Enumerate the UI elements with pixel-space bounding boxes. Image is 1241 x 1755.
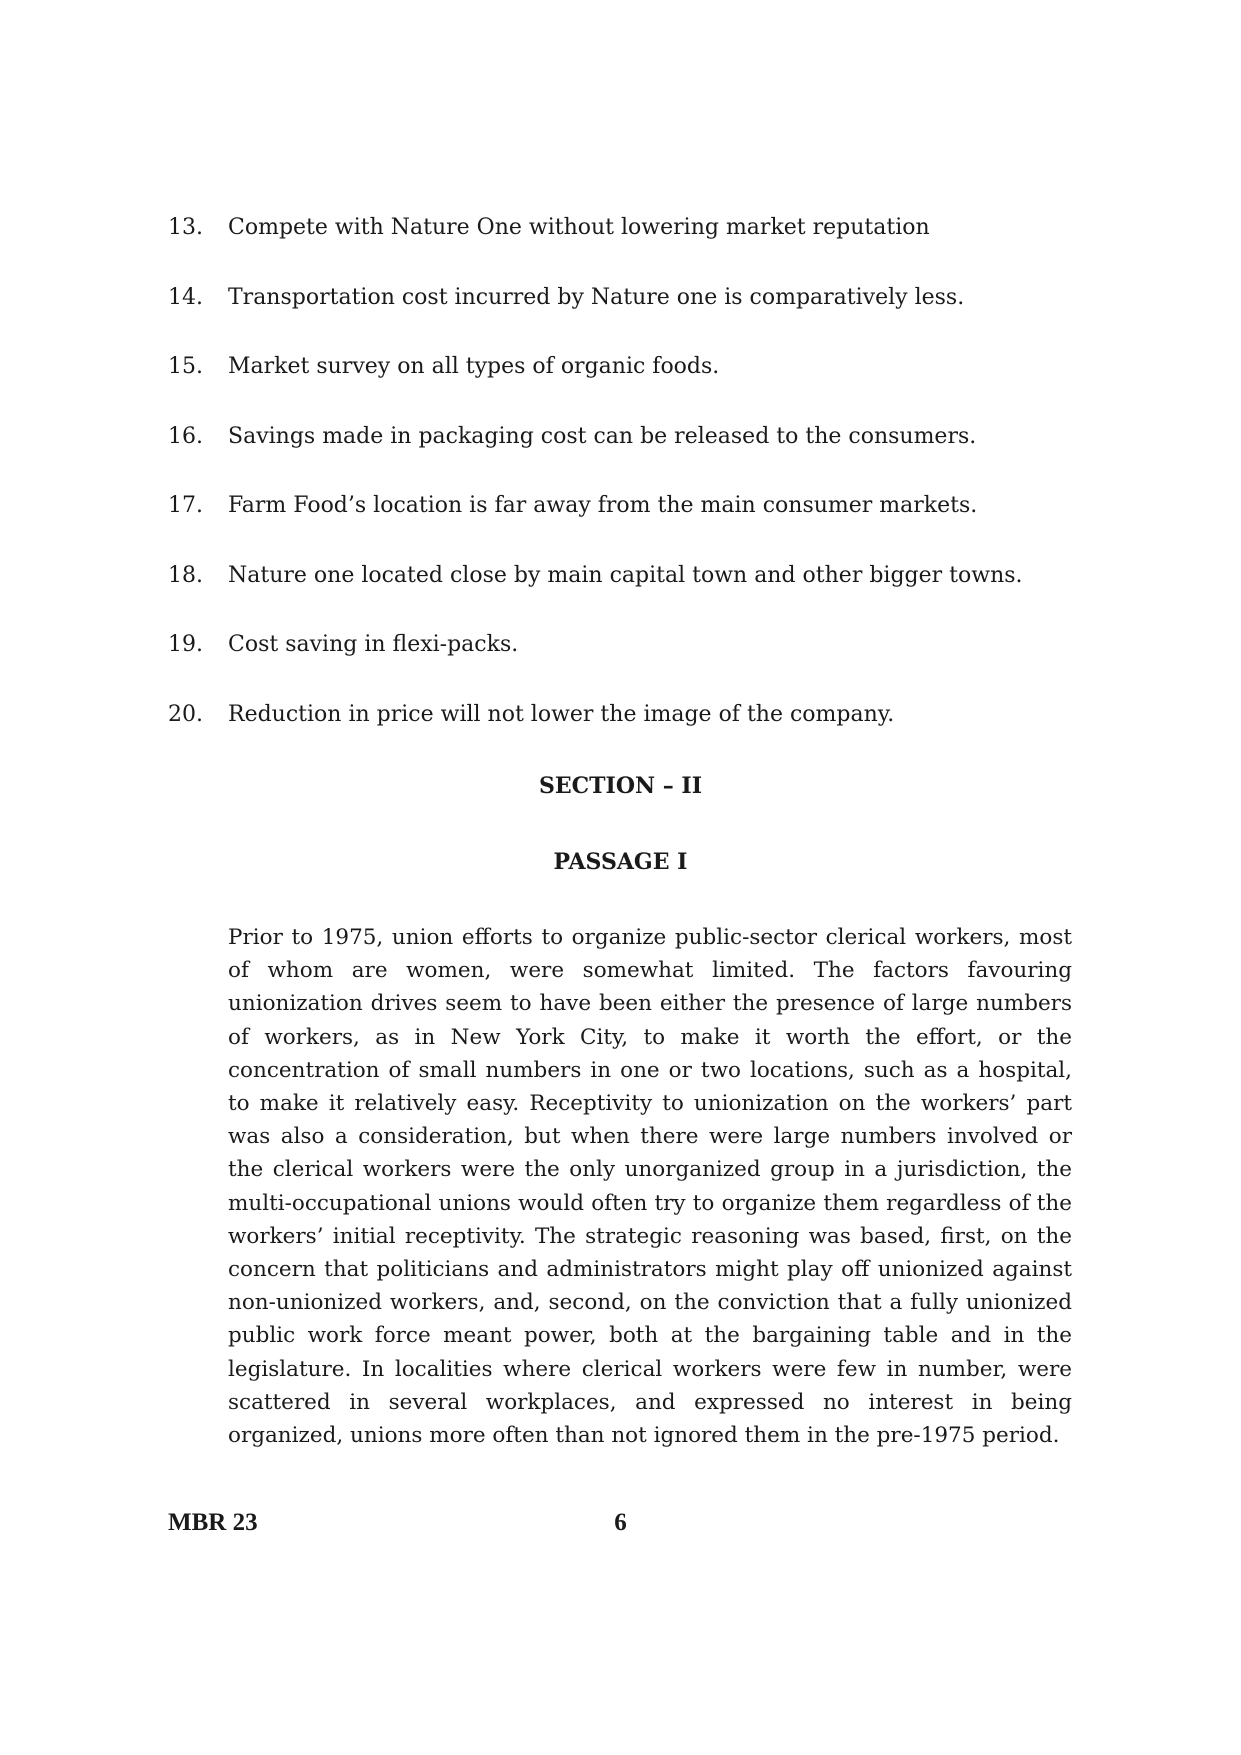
list-item <box>168 353 1088 423</box>
item-text: Farm Food’s location is far away from the main consumer markets. <box>228 493 978 518</box>
passage-title: PASSAGE I <box>553 849 688 875</box>
item-number: 18. <box>168 562 203 588</box>
item-number: 20. <box>168 701 203 727</box>
item-text: Reduction in price will not lower the image of the company. <box>228 701 895 727</box>
item-text: Market survey on all types of organic foods. <box>228 354 720 379</box>
page-number: 6 <box>614 1509 627 1536</box>
list-item <box>168 562 1088 632</box>
item-text: Savings made in packaging cost can be released to the consumers. <box>228 423 977 449</box>
statement-list <box>168 214 1088 770</box>
list-item <box>168 492 1088 562</box>
list-item <box>168 423 1088 493</box>
section-title: SECTION – II <box>538 773 702 799</box>
item-number: 19. <box>168 632 203 657</box>
list-item <box>168 214 1088 284</box>
item-number: 15. <box>168 354 203 379</box>
footer-course-code: MBR 23 <box>168 1509 258 1536</box>
item-text: Compete with Nature One without lowering market reputation <box>228 215 930 240</box>
item-number: 17. <box>168 493 203 518</box>
item-number: 13. <box>168 215 203 240</box>
list-item <box>168 701 1088 771</box>
list-item <box>168 284 1088 354</box>
passage-text: Prior to 1975, union efforts to organize public-sector clerical workers, most of whom are women, were somewhat limited. The factors favouring unionization drives seem to have been either the presence of large numbers of workers, as in New York City, to make it worth the effort, or the concentration of small numbers in one or two locations, such as a hospital, to make it relatively easy. Receptivity to unionization on the workers’ part was also a consideration, but when there were large numbers involved or the clerical workers were the only unorganized group in a jurisdiction, the multi-occupational unions would often try to organize them regardless of the workers’ initial receptivity. The strategic reasoning was based, first, on the concern that politicians and administrators might play off unionized against non-unionized workers, and, second, on the conviction that a fully unionized public work force meant power, both at the bargaining table and in the legislature. In localities where clerical workers were few in number, were scattered in several workplaces, and expressed no interest in being organized, unions more often than not ignored them in the pre-1975 period. <box>228 925 1072 1449</box>
item-text: Nature one located close by main capital town and other bigger towns. <box>228 562 1023 588</box>
list-item <box>168 631 1088 701</box>
item-number: 14. <box>168 284 203 310</box>
item-text: Transportation cost incurred by Nature one is comparatively less. <box>228 284 965 310</box>
item-number: 16. <box>168 423 203 449</box>
item-text: Cost saving in flexi-packs. <box>228 632 519 657</box>
